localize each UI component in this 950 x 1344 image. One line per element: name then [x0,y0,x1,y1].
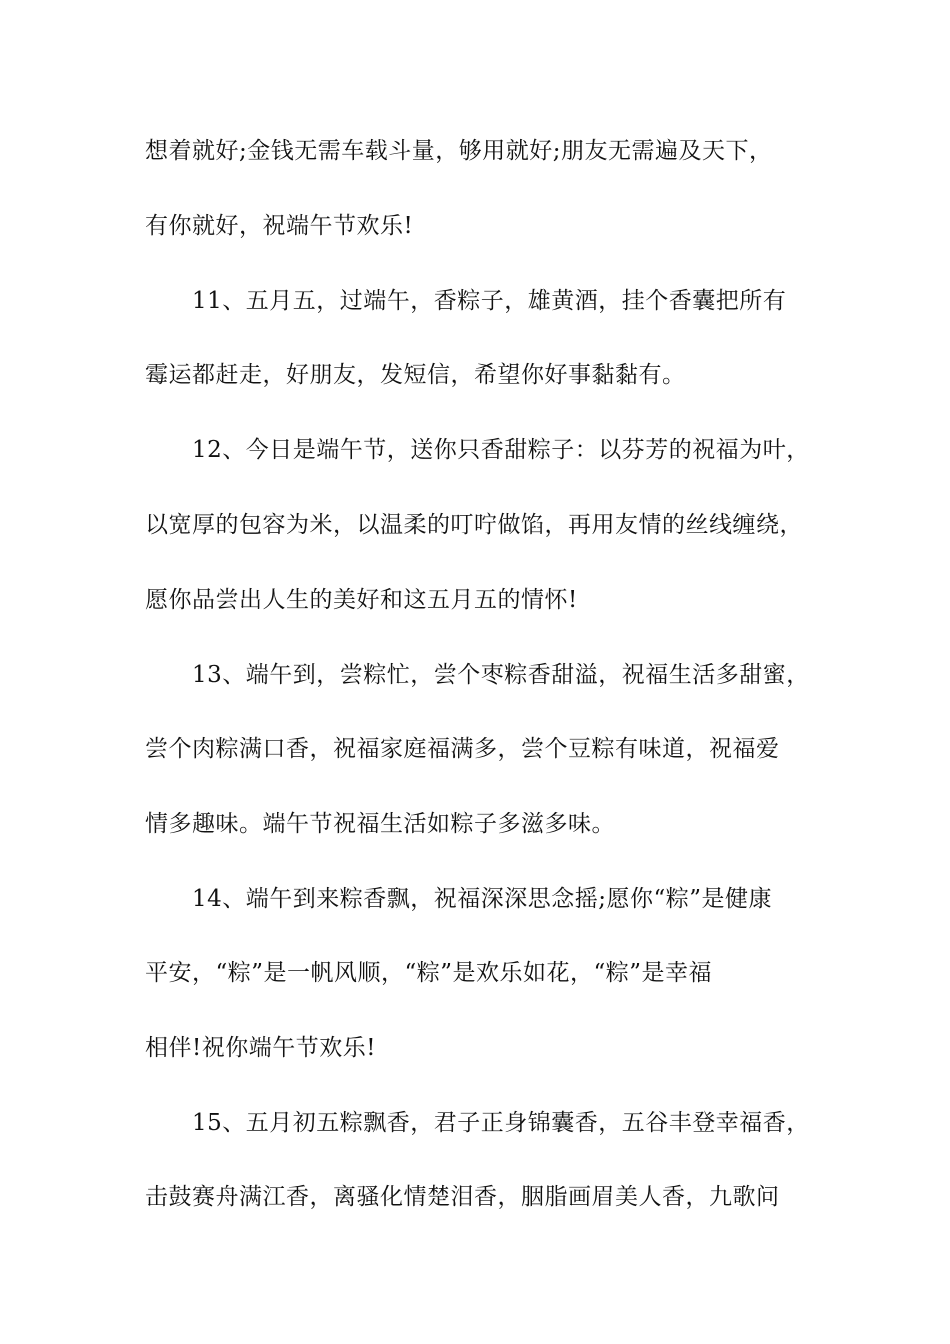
text-line: 有你就好，祝端午节欢乐! [145,213,414,239]
text-line: 以宽厚的包容为米，以温柔的叮咛做馅，再用友情的丝线缠绕， [145,512,803,538]
text-line: 尝个肉粽满口香，祝福家庭福满多，尝个豆粽有味道，祝福爱 [145,736,780,762]
list-item-15: 15、五月初五粽飘香，君子正身锦囊香，五谷丰登幸福香， [192,1110,810,1136]
list-item-13: 13、端午到，尝粽忙，尝个枣粽香甜溢，祝福生活多甜蜜， [192,662,810,688]
text-line: 平安，“粽”是一帆风顺，“粽”是欢乐如花，“粽”是幸福 [145,960,713,986]
text-line: 霉运都赶走，好朋友，发短信，希望你好事黏黏有。 [145,362,686,388]
text-line: 相伴!祝你端午节欢乐! [145,1035,376,1061]
text-line: 击鼓赛舟满江香，离骚化情楚泪香，胭脂画眉美人香，九歌问 [145,1184,780,1210]
list-item-12: 12、今日是端午节，送你只香甜粽子：以芬芳的祝福为叶， [192,437,810,463]
text-line: 想着就好;金钱无需车载斗量，够用就好;朋友无需遍及天下， [145,138,773,164]
list-item-11: 11、五月五，过端午，香粽子，雄黄酒，挂个香囊把所有 [192,288,787,314]
list-item-14: 14、端午到来粽香飘，祝福深深思念摇;愿你“粽”是健康 [192,886,773,912]
text-line: 愿你品尝出人生的美好和这五月五的情怀! [145,587,578,613]
text-line: 情多趣味。端午节祝福生活如粽子多滋多味。 [145,811,615,837]
